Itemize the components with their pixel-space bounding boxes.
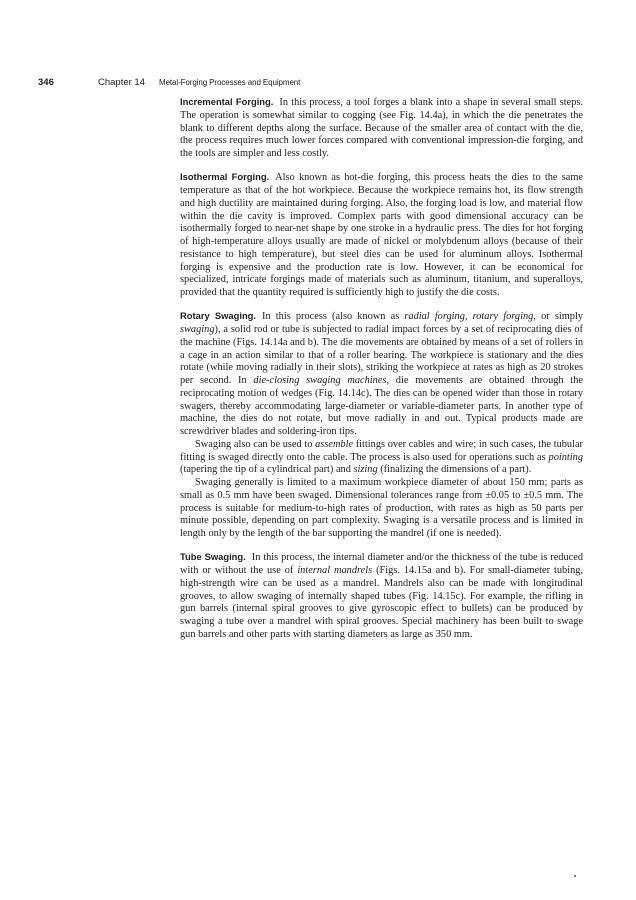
text-run: In this process (also known as	[262, 311, 405, 323]
paragraph	[180, 171, 583, 300]
chapter-label: Chapter 14	[98, 77, 146, 88]
section-isothermal-forging	[180, 171, 583, 300]
section-heading: Isothermal Forging.	[180, 171, 270, 183]
text-run: fittings over cables and wire; in such cases, the tubular fitting is swaged directly onto the cable. The process is also used for operations such as	[180, 438, 583, 463]
page-number: 346	[38, 77, 54, 88]
italic-term: sizing	[353, 464, 378, 476]
paragraph: Swaging generally is limited to a maximum workpiece diameter of about 150 mm; parts as small as 0.5 mm have been swaged. Dimensional tolerances range from ±0.05 to ±0.5 mm. The process is suitable for medium-to-high rates of production, with rates as high as 50 parts per minute possible, depending on part complexity. Swaging is a versatile process and is limited in length only by the length of the bar supporting the mandrel (if one is needed).	[180, 477, 583, 539]
text-run: Swaging also can be used to	[195, 438, 316, 450]
italic-term: swaging	[180, 324, 215, 335]
text-run: In this process, the internal diameter and/or the thickness of the tube is reduced with or without the use of	[180, 552, 584, 576]
section-incremental-forging	[180, 96, 583, 161]
paragraph	[180, 439, 583, 477]
text-run: (finalizing the dimensions of a part).	[377, 464, 532, 476]
paragraph	[180, 96, 583, 161]
italic-term: die-closing swaging machines,	[253, 375, 390, 386]
running-head	[38, 77, 606, 91]
text-run: ), a solid rod or tube is subjected to radial impact forces by a set of reciprocating dies of the machine (Figs. 14.14a and b). The die movements are obtained by means of a set of rollers in a cage in an action similar to that of a roller bearing. The workpiece is stationary and the dies rotate (while moving radially in their slots), striking the workpiece at rates as high as 20 strokes per second. In	[180, 324, 583, 386]
italic-term: radial forging, rotary forging,	[404, 311, 536, 323]
scan-mark	[574, 875, 576, 877]
text-run: die movements are obtained through the reciprocating motion of wedges (Fig. 14.14c). The dies can be opened wider than those in rotary swagers, thereby accommodating large-diameter or variable-diameter parts. In another type of machine, the dies do not rotate, but move radially in and out. Typical products made are screwdriver blades and soldering-iron tips.	[180, 375, 583, 437]
section-tube-swaging	[180, 551, 583, 641]
paragraph-text: In this process, a tool forges a blank into a shape in several small steps. The operation is somewhat similar to cogging (see Fig. 14.4a), in which the die penetrates the blank to different depths along the surface. Because of the smaller area of contact with the die, the process requires much lower forces compared with conventional impression-die forging, and the tools are simpler and less costly.	[180, 97, 583, 159]
section-heading: Incremental Forging.	[180, 96, 274, 107]
paragraph	[180, 551, 583, 641]
section-heading: Tube Swaging.	[180, 551, 246, 563]
paragraph	[180, 310, 583, 439]
chapter-title: Metal-Forging Processes and Equipment	[159, 78, 301, 87]
text-run: or simply	[535, 311, 583, 323]
italic-term: pointing	[548, 451, 583, 463]
paragraph-text: Also known as hot-die forging, this process heats the dies to the same temperature as that of the hot workpiece. Because the workpiece remains hot, its flow strength and high ductility are maintained during forging. Also, the forging load is low, and material flow within the die cavity is improved. Complex parts with good dimensional accuracy can be isothermally forged to near-net shape by one stroke in a hydraulic press. The dies for hot forging of high-temperature alloys usually are made of nickel or molybdenum alloys (because of their resistance to high temperature), but steel dies can be used for aluminum alloys. Isothermal forging is expensive and the production rate is low. However, it can be economical for specialized, intricate forgings made of materials such as aluminum, titanium, and superalloys, provided that the quantity required is sufficiently high to justify the die costs.	[180, 172, 583, 298]
text-run: (tapering the tip of a cylindrical part) and	[180, 464, 354, 476]
italic-term: assemble	[315, 438, 354, 450]
text-run: (Figs. 14.15a and b). For small-diameter tubing, high-strength wire can be used as a mandrel. Mandrels also can be made with longitudinal grooves, to allow swaging of internally shaped tubes (Fig. 14.15c). For example, the rifling in gun barrels (internal spiral grooves to give gyroscopic effect to bullets) can be produced by swaging a tube over a mandrel with spiral grooves. Special machinery has been built to swage gun barrels and other parts with starting diameters as large as 350 mm.	[180, 565, 583, 640]
italic-term: internal mandrels	[297, 565, 373, 576]
section-rotary-swaging	[180, 310, 583, 541]
section-heading: Rotary Swaging.	[180, 310, 257, 322]
body-text	[180, 96, 583, 652]
